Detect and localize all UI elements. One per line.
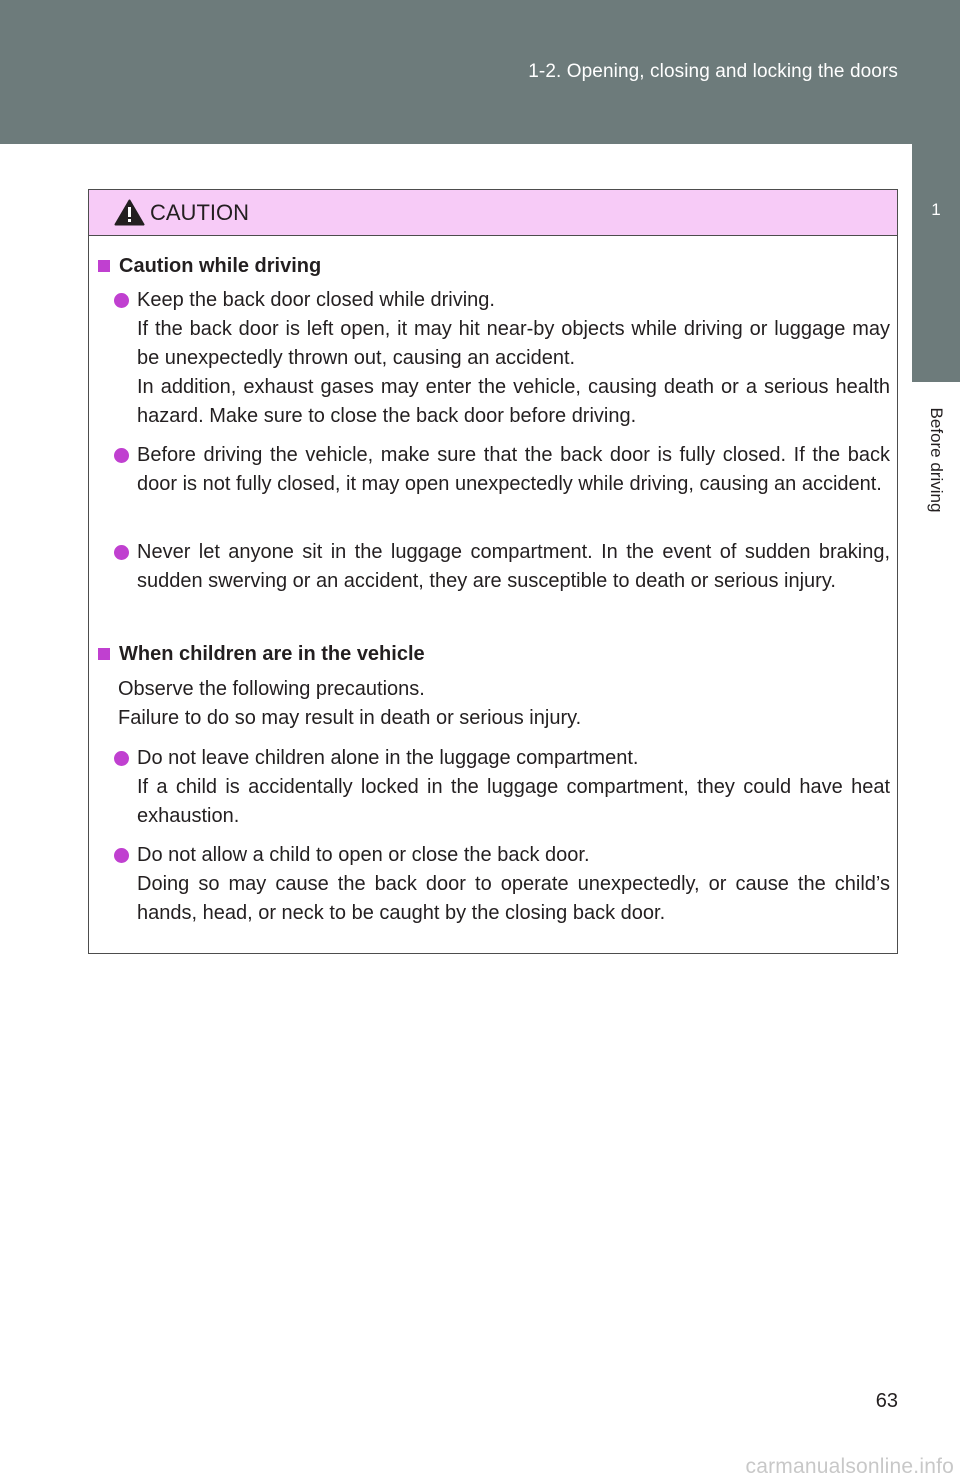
list-item: Before driving the vehicle, make sure that the back door is fully closed. If the back door is not fully closed, it may open unexpectedly while driving, causing an accident.	[137, 444, 890, 495]
chapter-number: 1	[931, 200, 941, 219]
page-header	[0, 0, 960, 144]
section-intro: Observe the following precautions. Failure to do so may result in death or serious injury.	[118, 678, 582, 729]
section-marker	[98, 260, 110, 272]
list-item: Do not allow a child to open or close the back door. Doing so may cause the back door to operate unexpectedly, or cause the child’s hands, head, or neck to be caught by the closing back door.	[137, 844, 890, 924]
warning-triangle-icon	[114, 199, 145, 226]
list-item: Keep the back door closed while driving. If the back door is left open, it may hit near-by objects while driving or luggage may be unexpectedly thrown out, causing an accident. In addition, exhaust gases may enter the vehicle, causing death or a serious health hazard. Make sure to close the back door before driving.	[137, 289, 890, 427]
watermark: carmanualsonline.info	[745, 1455, 954, 1478]
chapter-tab	[912, 144, 960, 382]
caution-header	[89, 190, 897, 236]
chapter-title: Before driving	[927, 407, 946, 513]
bullet-dot	[114, 751, 129, 766]
caution-box	[88, 189, 898, 954]
section-title: 1-2. Opening, closing and locking the doors	[528, 61, 898, 82]
section-marker	[98, 648, 110, 660]
bullet-dot	[114, 848, 129, 863]
caution-label: CAUTION	[150, 200, 249, 225]
section-title-children-in-vehicle: When children are in the vehicle	[119, 643, 425, 665]
page-number: 63	[875, 1390, 898, 1412]
list-item: Never let anyone sit in the luggage compartment. In the event of sudden braking, sudden swerving or an accident, they are susceptible to death or serious injury.	[137, 541, 890, 592]
bullet-dot	[114, 293, 129, 308]
list-item: Do not leave children alone in the luggage compartment. If a child is accidentally locked in the luggage compartment, they could have heat exhaustion.	[137, 747, 890, 827]
section-title-caution-while-driving: Caution while driving	[119, 255, 322, 277]
bullet-dot	[114, 545, 129, 560]
bullet-dot	[114, 448, 129, 463]
